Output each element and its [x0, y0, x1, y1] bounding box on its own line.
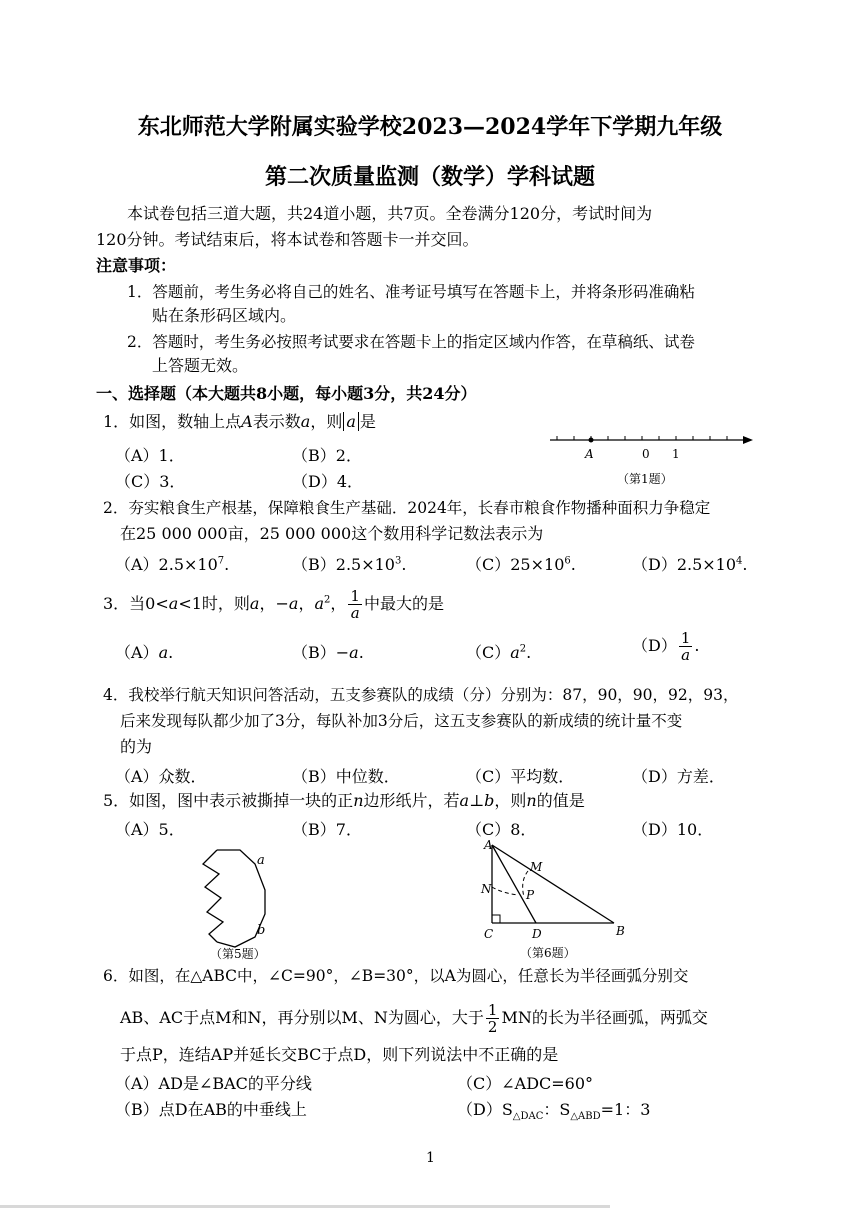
page-number: 1 — [426, 1150, 435, 1166]
q5-option-b: （B）7． — [292, 820, 362, 839]
q5-option-d: （D）10． — [632, 820, 714, 839]
q4-option-a: （A）众数． — [115, 767, 207, 786]
q5-torn-polygon-figure — [195, 842, 295, 964]
notice-item2-line2: 上答题无效。 — [152, 356, 249, 375]
q6-line2: AB、AC于点M和N，再分别以M、N为圆心，大于 $\frac{1}{2}$ MN的长为半径画弧，两弧交 — [120, 1001, 708, 1036]
q4-line2: 后来发现每队都少加了3分，每队补加3分后，这五支参赛队的新成绩的统计量不变 — [120, 712, 683, 730]
q1-stem: 1．如图，数轴上点A表示数a，则 a 是 — [103, 412, 376, 431]
page-title-line1: 东北师范大学附属实验学校2023—2024学年下学期九年级 — [137, 114, 723, 140]
q1-option-d: （D）4． — [292, 472, 364, 491]
q5-caption: （第5题） — [210, 947, 266, 961]
q6-label-n: N — [481, 882, 492, 896]
q6-option-b: （B）点D在AB的中垂线上 — [115, 1100, 307, 1119]
q4-line1: 4．我校举行航天知识问答活动，五支参赛队的成绩（分）分别为：87，90，90，92，93， — [103, 686, 739, 704]
q4-option-d: （D）方差． — [632, 767, 725, 786]
label-a: A — [585, 447, 594, 461]
notice-item1-line2: 贴在条形码区域内。 — [152, 306, 297, 325]
q6-caption: （第6题） — [520, 946, 576, 960]
notice-item1-line1: 1．答题前，考生务必将自己的姓名、准考证号填写在答题卡上，并将条形码准确粘 — [127, 283, 695, 301]
q3-option-b: （B）−a. — [292, 643, 364, 662]
q2-option-a: $(A)2.5\times 10^7$. — [115, 555, 230, 574]
q2-option-b: $(B)2.5\times 10^3$. — [292, 555, 407, 574]
q1-number-line-figure — [545, 428, 760, 490]
q1-option-a: （A）1． — [115, 446, 185, 465]
q2-option-c: $(C)25\times 10^6$. — [466, 555, 576, 574]
q3-option-c: $(C)a^2$. — [466, 643, 532, 662]
q4-option-b: （B）中位数． — [292, 767, 400, 786]
q6-line3: 于点P，连结AP并延长交BC于点D，则下列说法中不正确的是 — [120, 1045, 559, 1064]
q1-caption: （第1题） — [617, 472, 673, 486]
q6-label-d: D — [532, 927, 542, 941]
q2-line2: 在25 000 000亩，25 000 000这个数用科学记数法表示为 — [120, 524, 544, 543]
q6-option-d: $(D)S_{\triangle DAC}$：$S_{\triangle ABD}=1$：3 — [457, 1100, 651, 1123]
intro-line1: 本试卷包括三道大题，共24道小题，共7页。全卷满分120分，考试时间为 — [127, 204, 653, 223]
q6-label-m: M — [530, 860, 543, 874]
page-title-line2: 第二次质量监测（数学）学科试题 — [264, 164, 595, 190]
q4-line3: 的为 — [120, 737, 153, 756]
label-zero: 0 — [642, 447, 650, 461]
q5-label-b: b — [257, 923, 266, 938]
notice-heading: 注意事项： — [96, 256, 177, 275]
q6-option-a: （A）AD是∠BAC的平分线 — [115, 1074, 312, 1093]
q5-option-c: （C）8． — [466, 820, 537, 839]
q2-line1: 2．夯实粮食生产根基，保障粮食生产基础．2024年，长春市粮食作物播种面积力争稳定 — [103, 499, 711, 517]
q1-option-c: （C）3． — [115, 472, 186, 491]
q3-fraction: $\frac{1}{a}$ — [350, 587, 360, 622]
q1-option-b: （B）2． — [292, 446, 362, 465]
q6-label-c: C — [484, 927, 494, 941]
q2-option-d: $(D)2.5\times 10^4$. — [632, 555, 748, 574]
label-one: 1 — [672, 447, 680, 461]
q5-stem: 5．如图，图中表示被撕掉一块的正n边形纸片，若a⊥b，则n的值是 — [103, 791, 585, 810]
q6-fraction: $\frac{1}{2}$ — [487, 1001, 498, 1036]
q4-option-c: （C）平均数． — [466, 767, 575, 786]
q5-option-a: （A）5． — [115, 820, 185, 839]
q3-stem: 3．当0<a<1时，则a，−a，$a^2$， $\frac{1}{a}$ 中最大的是 — [103, 587, 444, 622]
q3-option-a: （A）a. — [115, 643, 174, 662]
intro-line2: 120分钟。考试结束后，将本试卷和答题卡一并交回。 — [96, 230, 479, 249]
q6-line1: 6．如图，在△ABC中，∠C=90°，∠B=30°，以A为圆心，任意长为半径画弧分别交 — [103, 967, 689, 985]
notice-item2-line1: 2．答题时，考生务必按照考试要求在答题卡上的指定区域内作答，在草稿纸、试卷 — [127, 333, 695, 351]
q6-label-a: A — [484, 838, 493, 852]
bottom-scroll-edge — [0, 1205, 610, 1208]
q6-triangle-figure — [474, 835, 634, 963]
section1-heading: 一、选择题（本大题共8小题，每小题3分，共24分） — [96, 384, 477, 403]
q5-label-a: a — [257, 853, 265, 868]
q3-option-d: （D） $\frac{1}{a}$ . — [632, 629, 700, 664]
q6-label-b: B — [616, 924, 625, 938]
q6-option-c: （C）∠ADC=60° — [457, 1074, 594, 1093]
q6-label-p: P — [526, 888, 535, 902]
point-a-dot — [589, 438, 594, 443]
